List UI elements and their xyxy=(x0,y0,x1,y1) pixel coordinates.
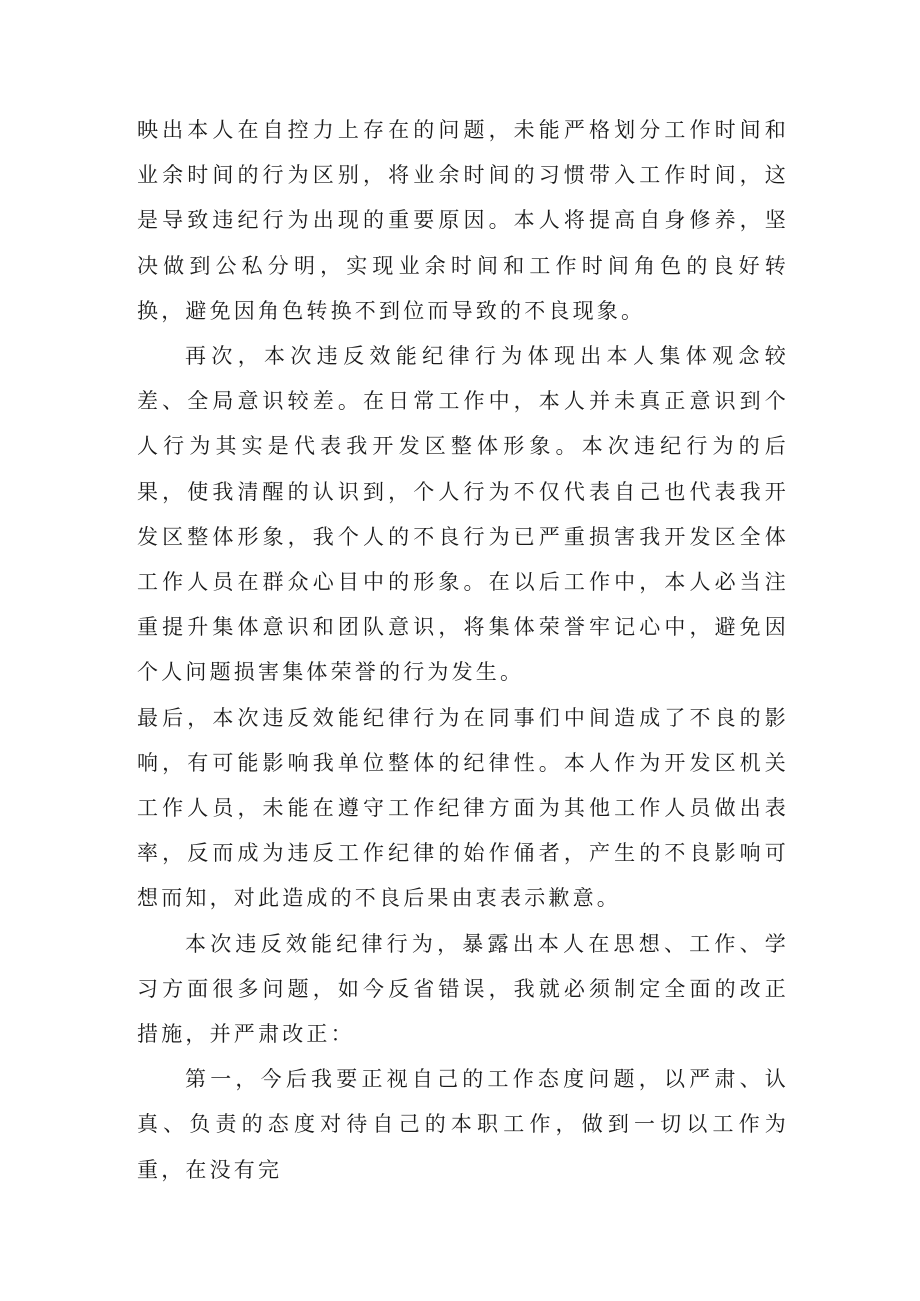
paragraph-4: 本次违反效能纪律行为，暴露出本人在思想、工作、学习方面很多问题，如今反省错误，我就必须制定全面的改正措施，并严肃改正： xyxy=(137,931,789,1047)
paragraph-1: 映出本人在自控力上存在的问题，未能严格划分工作时间和业余时间的行为区别，将业余时间的习惯带入工作时间，这是导致违纪行为出现的重要原因。本人将提高自身修养，坚决做到公私分明，实现业余时间和工作时间角色的良好转换，避免因角色转换不到位而导致的不良现象。 xyxy=(137,118,789,323)
paragraph-5: 第一，今后我要正视自己的工作态度问题，以严肃、认真、负责的态度对待自己的本职工作，做到一切以工作为重，在没有完 xyxy=(137,1067,789,1182)
document-body xyxy=(137,108,789,1193)
paragraph-3: 最后，本次违反效能纪律行为在同事们中间造成了不良的影响，有可能影响我单位整体的纪律性。本人作为开发区机关工作人员，未能在遵守工作纪律方面为其他工作人员做出表率，反而成为违反工作纪律的始作俑者，产生的不良影响可想而知，对此造成的不良后果由衷表示歉意。 xyxy=(137,705,789,911)
paragraph-2: 再次，本次违反效能纪律行为体现出本人集体观念较差、全局意识较差。在日常工作中，本人并未真正意识到个人行为其实是代表我开发区整体形象。本次违纪行为的后果，使我清醒的认识到，个人行为不仅代表自己也代表我开发区整体形象，我个人的不良行为已严重损害我开发区全体工作人员在群众心目中的形象。在以后工作中，本人必当注重提升集体意识和团队意识，将集体荣誉牢记心中，避免因个人问题损害集体荣誉的行为发生。 xyxy=(137,344,789,685)
